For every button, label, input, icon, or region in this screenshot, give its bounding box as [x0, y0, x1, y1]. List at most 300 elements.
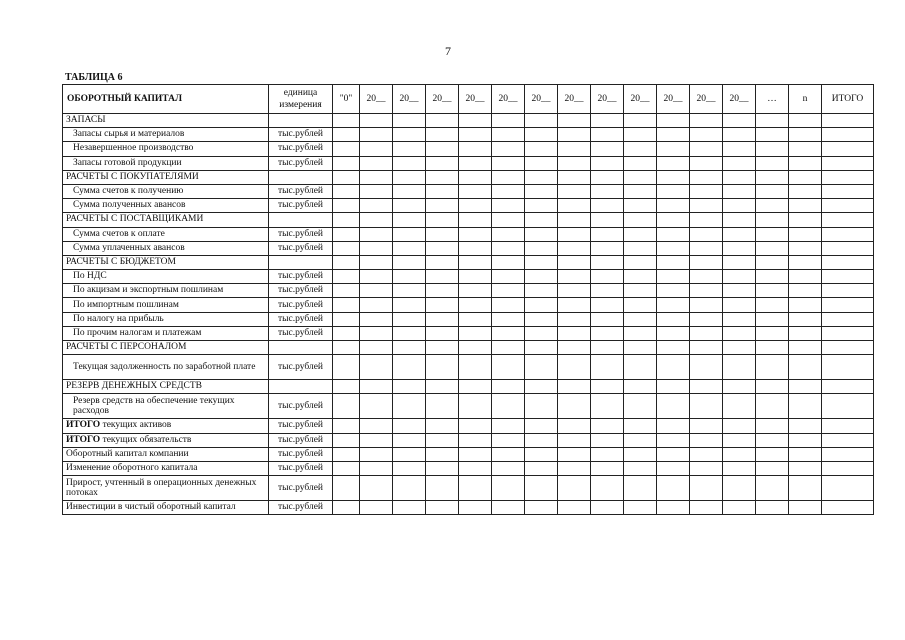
value-cell	[657, 227, 690, 241]
value-cell	[822, 270, 874, 284]
row-unit: тыс.рублей	[269, 419, 333, 433]
value-cell	[756, 476, 789, 501]
value-cell	[525, 312, 558, 326]
value-cell	[558, 476, 591, 501]
value-cell	[756, 114, 789, 128]
value-cell	[360, 447, 393, 461]
header-period: 20__	[459, 85, 492, 114]
row-unit: тыс.рублей	[269, 156, 333, 170]
value-cell	[822, 461, 874, 475]
value-cell	[426, 341, 459, 355]
row-label-text: Резерв средств на обеспечение текущих расходов	[73, 396, 235, 417]
value-cell	[690, 476, 723, 501]
value-cell	[360, 142, 393, 156]
table-row	[63, 142, 874, 156]
value-cell	[591, 128, 624, 142]
value-cell	[591, 355, 624, 380]
value-cell	[525, 199, 558, 213]
value-cell	[393, 433, 426, 447]
table-row	[63, 128, 874, 142]
value-cell	[360, 501, 393, 515]
row-label	[63, 501, 269, 515]
value-cell	[591, 156, 624, 170]
row-unit: тыс.рублей	[269, 128, 333, 142]
value-cell	[525, 394, 558, 419]
value-cell	[459, 227, 492, 241]
value-cell	[426, 213, 459, 227]
value-cell	[492, 298, 525, 312]
value-cell	[333, 156, 360, 170]
value-cell	[426, 284, 459, 298]
value-cell	[459, 355, 492, 380]
value-cell	[789, 419, 822, 433]
value-cell	[558, 447, 591, 461]
value-cell	[723, 241, 756, 255]
value-cell	[558, 128, 591, 142]
table-row	[63, 341, 874, 355]
value-cell	[591, 447, 624, 461]
table-caption: ТАБЛИЦА 6	[65, 72, 123, 83]
value-cell	[756, 227, 789, 241]
value-cell	[756, 447, 789, 461]
value-cell	[822, 184, 874, 198]
value-cell	[393, 156, 426, 170]
value-cell	[558, 298, 591, 312]
value-cell	[558, 394, 591, 419]
value-cell	[723, 355, 756, 380]
value-cell	[657, 419, 690, 433]
value-cell	[360, 461, 393, 475]
row-label	[63, 284, 269, 298]
row-label-text: РАСЧЕТЫ С ПОСТАВЩИКАМИ	[66, 214, 204, 225]
value-cell	[591, 419, 624, 433]
value-cell	[333, 476, 360, 501]
value-cell	[690, 284, 723, 298]
value-cell	[822, 142, 874, 156]
value-cell	[426, 128, 459, 142]
value-cell	[426, 326, 459, 340]
value-cell	[393, 142, 426, 156]
value-cell	[333, 394, 360, 419]
value-cell	[558, 326, 591, 340]
value-cell	[624, 284, 657, 298]
value-cell	[591, 380, 624, 394]
value-cell	[624, 501, 657, 515]
value-cell	[690, 199, 723, 213]
header-period: 20__	[624, 85, 657, 114]
value-cell	[333, 255, 360, 269]
row-label	[63, 213, 269, 227]
value-cell	[591, 461, 624, 475]
value-cell	[426, 184, 459, 198]
value-cell	[492, 355, 525, 380]
value-cell	[333, 419, 360, 433]
value-cell	[822, 114, 874, 128]
value-cell	[723, 156, 756, 170]
working-capital-table	[62, 84, 874, 515]
value-cell	[525, 433, 558, 447]
value-cell	[756, 461, 789, 475]
value-cell	[459, 128, 492, 142]
value-cell	[690, 341, 723, 355]
value-cell	[657, 284, 690, 298]
table-row	[63, 312, 874, 326]
value-cell	[690, 170, 723, 184]
value-cell	[756, 128, 789, 142]
value-cell	[360, 170, 393, 184]
value-cell	[624, 270, 657, 284]
row-unit	[269, 213, 333, 227]
value-cell	[591, 298, 624, 312]
value-cell	[360, 355, 393, 380]
value-cell	[492, 326, 525, 340]
value-cell	[426, 156, 459, 170]
value-cell	[690, 394, 723, 419]
value-cell	[723, 128, 756, 142]
value-cell	[459, 341, 492, 355]
value-cell	[822, 213, 874, 227]
value-cell	[459, 199, 492, 213]
row-label-text: Сумма счетов к оплате	[73, 228, 165, 239]
value-cell	[624, 199, 657, 213]
header-period: …	[756, 85, 789, 114]
value-cell	[690, 227, 723, 241]
header-period: 20__	[393, 85, 426, 114]
row-label-text: По НДС	[73, 271, 107, 282]
value-cell	[756, 355, 789, 380]
row-label-text: Текущая задолженность по заработной плате	[73, 362, 256, 373]
value-cell	[459, 170, 492, 184]
page-number: 7	[445, 44, 451, 58]
value-cell	[558, 380, 591, 394]
value-cell	[822, 380, 874, 394]
value-cell	[756, 170, 789, 184]
value-cell	[393, 227, 426, 241]
table-row	[63, 284, 874, 298]
value-cell	[492, 501, 525, 515]
row-unit: тыс.рублей	[269, 227, 333, 241]
value-cell	[333, 326, 360, 340]
value-cell	[756, 241, 789, 255]
value-cell	[459, 501, 492, 515]
value-cell	[492, 128, 525, 142]
value-cell	[822, 241, 874, 255]
value-cell	[657, 433, 690, 447]
value-cell	[360, 227, 393, 241]
value-cell	[393, 419, 426, 433]
value-cell	[789, 326, 822, 340]
value-cell	[525, 461, 558, 475]
row-label-text: Сумма полученных авансов	[73, 200, 186, 211]
value-cell	[591, 114, 624, 128]
row-label-text: текущих обязательств	[102, 434, 192, 445]
value-cell	[756, 213, 789, 227]
value-cell	[789, 114, 822, 128]
value-cell	[492, 312, 525, 326]
value-cell	[459, 380, 492, 394]
value-cell	[393, 341, 426, 355]
row-label	[63, 241, 269, 255]
value-cell	[756, 184, 789, 198]
value-cell	[459, 213, 492, 227]
table-row	[63, 298, 874, 312]
value-cell	[624, 255, 657, 269]
value-cell	[360, 255, 393, 269]
row-label-prefix: ИТОГО	[66, 434, 101, 445]
value-cell	[690, 447, 723, 461]
value-cell	[360, 476, 393, 501]
value-cell	[333, 355, 360, 380]
value-cell	[492, 142, 525, 156]
value-cell	[789, 461, 822, 475]
value-cell	[459, 255, 492, 269]
row-label-text: Запасы готовой продукции	[73, 157, 182, 168]
value-cell	[756, 433, 789, 447]
value-cell	[822, 433, 874, 447]
row-label	[63, 433, 269, 447]
row-label-text: текущих активов	[102, 420, 172, 431]
value-cell	[624, 326, 657, 340]
row-label	[63, 114, 269, 128]
value-cell	[360, 114, 393, 128]
value-cell	[624, 227, 657, 241]
header-period: 20__	[591, 85, 624, 114]
value-cell	[525, 255, 558, 269]
value-cell	[657, 255, 690, 269]
value-cell	[360, 213, 393, 227]
value-cell	[426, 433, 459, 447]
value-cell	[558, 461, 591, 475]
row-unit: тыс.рублей	[269, 184, 333, 198]
value-cell	[723, 298, 756, 312]
value-cell	[525, 227, 558, 241]
value-cell	[393, 312, 426, 326]
value-cell	[657, 170, 690, 184]
value-cell	[525, 170, 558, 184]
value-cell	[756, 312, 789, 326]
value-cell	[723, 170, 756, 184]
value-cell	[756, 284, 789, 298]
value-cell	[492, 419, 525, 433]
value-cell	[558, 255, 591, 269]
value-cell	[591, 142, 624, 156]
value-cell	[624, 380, 657, 394]
value-cell	[822, 156, 874, 170]
value-cell	[525, 326, 558, 340]
value-cell	[657, 326, 690, 340]
value-cell	[690, 241, 723, 255]
row-label-text: РЕЗЕРВ ДЕНЕЖНЫХ СРЕДСТВ	[66, 381, 202, 392]
value-cell	[657, 199, 690, 213]
value-cell	[459, 394, 492, 419]
value-cell	[333, 170, 360, 184]
value-cell	[492, 156, 525, 170]
value-cell	[333, 433, 360, 447]
row-label	[63, 419, 269, 433]
header-period: 20__	[657, 85, 690, 114]
value-cell	[723, 312, 756, 326]
value-cell	[333, 461, 360, 475]
value-cell	[789, 312, 822, 326]
value-cell	[525, 128, 558, 142]
table-row	[63, 461, 874, 475]
row-unit	[269, 170, 333, 184]
row-label	[63, 380, 269, 394]
value-cell	[789, 128, 822, 142]
value-cell	[723, 114, 756, 128]
value-cell	[756, 199, 789, 213]
value-cell	[459, 284, 492, 298]
value-cell	[657, 156, 690, 170]
value-cell	[492, 241, 525, 255]
value-cell	[789, 241, 822, 255]
value-cell	[393, 241, 426, 255]
value-cell	[822, 326, 874, 340]
value-cell	[756, 270, 789, 284]
value-cell	[558, 501, 591, 515]
value-cell	[459, 142, 492, 156]
value-cell	[333, 312, 360, 326]
row-label-text: Незавершенное производство	[73, 143, 194, 154]
value-cell	[624, 355, 657, 380]
value-cell	[459, 433, 492, 447]
value-cell	[558, 156, 591, 170]
row-label-text: По акцизам и экспортным пошлинам	[73, 285, 224, 296]
table-header-row	[63, 85, 874, 114]
value-cell	[789, 394, 822, 419]
row-label-text: Изменение оборотного капитала	[66, 463, 198, 474]
value-cell	[426, 199, 459, 213]
table-row	[63, 227, 874, 241]
value-cell	[360, 312, 393, 326]
row-unit	[269, 380, 333, 394]
value-cell	[360, 341, 393, 355]
value-cell	[333, 298, 360, 312]
value-cell	[492, 184, 525, 198]
value-cell	[624, 298, 657, 312]
value-cell	[525, 270, 558, 284]
value-cell	[789, 284, 822, 298]
value-cell	[789, 380, 822, 394]
value-cell	[426, 501, 459, 515]
value-cell	[624, 394, 657, 419]
value-cell	[690, 326, 723, 340]
value-cell	[690, 114, 723, 128]
value-cell	[756, 341, 789, 355]
value-cell	[393, 394, 426, 419]
row-label	[63, 298, 269, 312]
value-cell	[591, 501, 624, 515]
value-cell	[525, 241, 558, 255]
value-cell	[525, 476, 558, 501]
value-cell	[333, 227, 360, 241]
value-cell	[459, 156, 492, 170]
value-cell	[492, 447, 525, 461]
row-unit: тыс.рублей	[269, 447, 333, 461]
value-cell	[756, 142, 789, 156]
table-row	[63, 380, 874, 394]
value-cell	[624, 156, 657, 170]
row-unit: тыс.рублей	[269, 270, 333, 284]
value-cell	[558, 270, 591, 284]
value-cell	[426, 255, 459, 269]
value-cell	[789, 255, 822, 269]
header-period: "0"	[333, 85, 360, 114]
value-cell	[723, 476, 756, 501]
value-cell	[690, 298, 723, 312]
value-cell	[426, 170, 459, 184]
header-period: 20__	[426, 85, 459, 114]
value-cell	[723, 341, 756, 355]
value-cell	[393, 184, 426, 198]
value-cell	[624, 142, 657, 156]
value-cell	[525, 341, 558, 355]
value-cell	[426, 447, 459, 461]
value-cell	[558, 433, 591, 447]
value-cell	[492, 199, 525, 213]
row-unit	[269, 255, 333, 269]
row-label-text: РАСЧЕТЫ С ПОКУПАТЕЛЯМИ	[66, 171, 199, 182]
row-label-prefix: ИТОГО	[66, 420, 101, 431]
value-cell	[723, 199, 756, 213]
value-cell	[723, 433, 756, 447]
row-unit: тыс.рублей	[269, 461, 333, 475]
value-cell	[492, 227, 525, 241]
value-cell	[822, 312, 874, 326]
value-cell	[393, 355, 426, 380]
value-cell	[723, 270, 756, 284]
table-row	[63, 419, 874, 433]
value-cell	[393, 447, 426, 461]
value-cell	[426, 114, 459, 128]
value-cell	[360, 380, 393, 394]
value-cell	[558, 199, 591, 213]
value-cell	[525, 184, 558, 198]
value-cell	[459, 270, 492, 284]
row-label-text: Оборотный капитал компании	[66, 448, 189, 459]
value-cell	[723, 213, 756, 227]
value-cell	[723, 255, 756, 269]
value-cell	[360, 270, 393, 284]
value-cell	[591, 433, 624, 447]
value-cell	[756, 394, 789, 419]
value-cell	[657, 298, 690, 312]
value-cell	[426, 227, 459, 241]
table-row	[63, 447, 874, 461]
value-cell	[591, 213, 624, 227]
value-cell	[789, 447, 822, 461]
row-label	[63, 128, 269, 142]
value-cell	[657, 114, 690, 128]
value-cell	[657, 501, 690, 515]
table-row	[63, 476, 874, 501]
value-cell	[393, 128, 426, 142]
value-cell	[492, 170, 525, 184]
value-cell	[426, 394, 459, 419]
value-cell	[459, 298, 492, 312]
value-cell	[393, 380, 426, 394]
value-cell	[360, 326, 393, 340]
value-cell	[822, 447, 874, 461]
value-cell	[393, 213, 426, 227]
value-cell	[333, 213, 360, 227]
value-cell	[525, 380, 558, 394]
value-cell	[426, 355, 459, 380]
row-unit: тыс.рублей	[269, 476, 333, 501]
table-row	[63, 199, 874, 213]
row-label	[63, 341, 269, 355]
value-cell	[393, 255, 426, 269]
